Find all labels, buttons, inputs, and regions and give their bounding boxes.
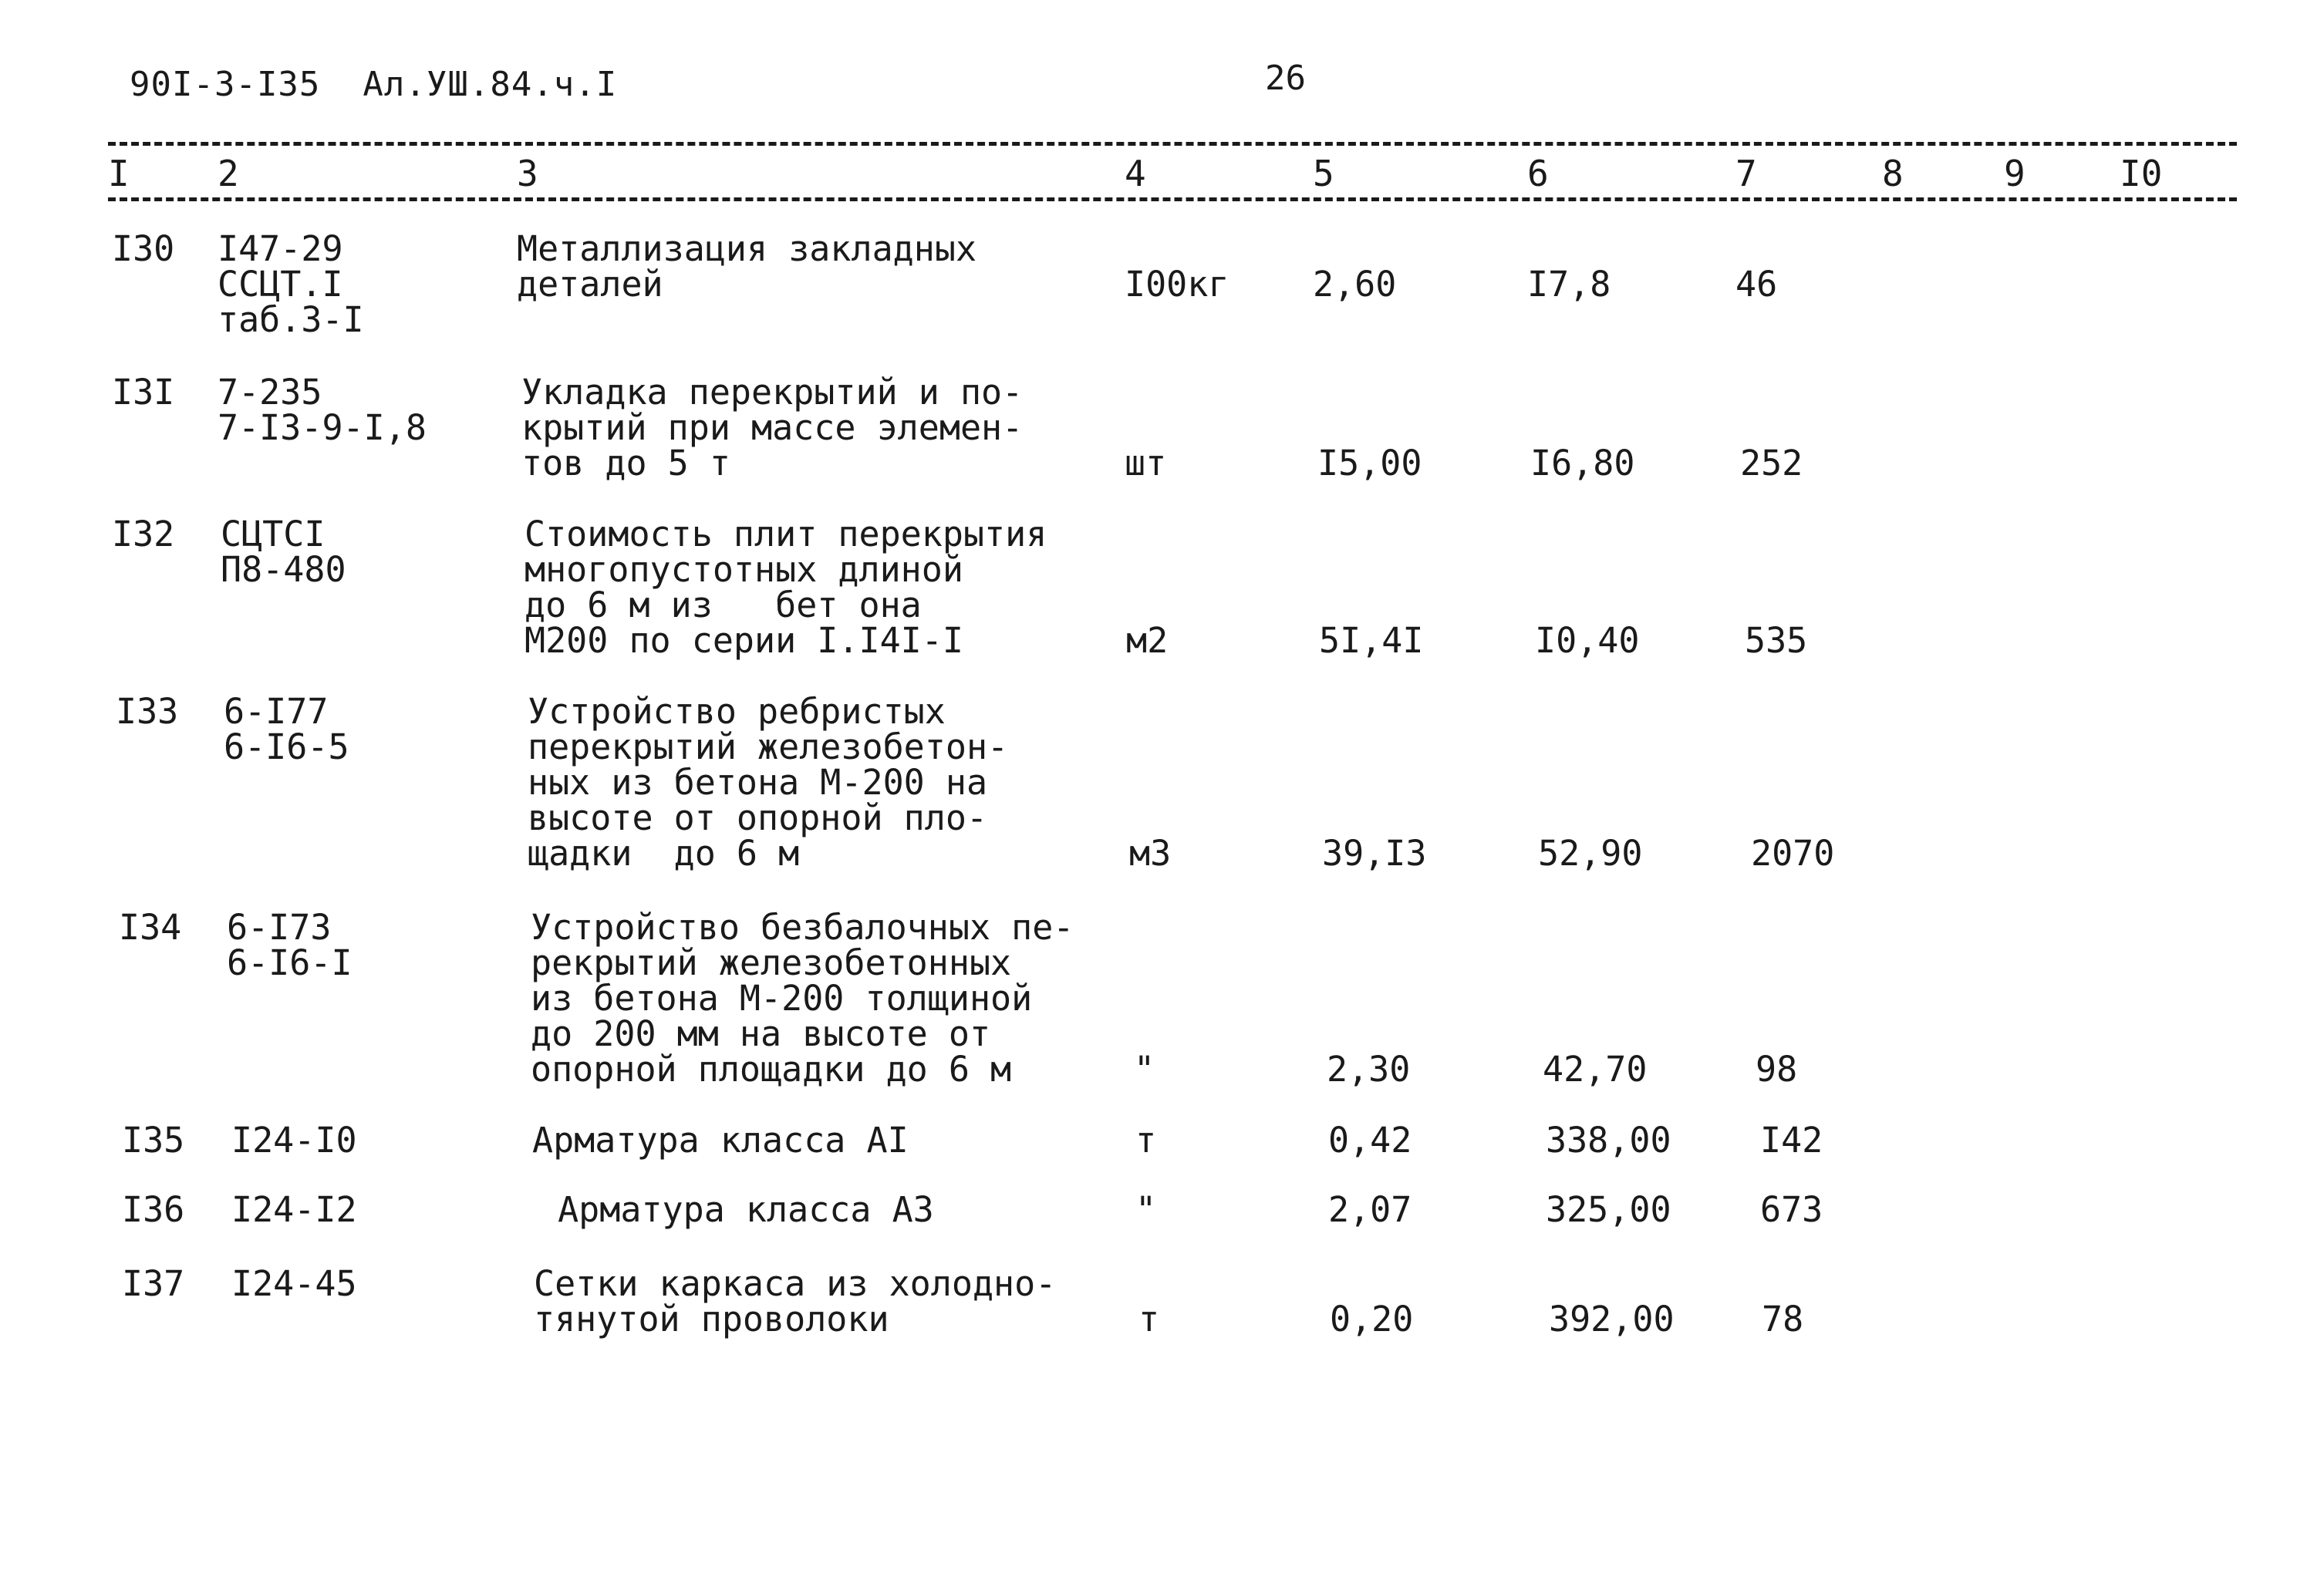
row-number: I37: [122, 1263, 185, 1304]
total-cost: 2070: [1751, 833, 1835, 874]
unit: т: [1135, 1120, 1157, 1161]
norm-code: 6-I73 6-I6-I: [227, 907, 352, 983]
norm-code: 7-235 7-I3-9-I,8: [218, 372, 427, 448]
unit-price: I6,80: [1530, 443, 1635, 484]
row-number: I32: [112, 514, 175, 554]
column-number-1: I: [108, 153, 130, 194]
row-number: I3I: [112, 372, 175, 413]
unit: т: [1138, 1299, 1160, 1340]
column-number-8: 8: [1882, 153, 1904, 194]
total-cost: 535: [1745, 620, 1808, 661]
quantity: 2,07: [1328, 1189, 1412, 1230]
unit-price: 392,00: [1549, 1299, 1675, 1340]
unit-price: I7,8: [1527, 264, 1611, 305]
unit: ": [1135, 1189, 1157, 1230]
row-number: I34: [119, 907, 182, 948]
quantity: 5I,4I: [1319, 620, 1424, 661]
column-number-10: I0: [2120, 153, 2163, 194]
total-cost: 252: [1740, 443, 1803, 484]
quantity: 0,20: [1330, 1299, 1414, 1340]
work-description: Укладка перекрытий и по- крытий при массе элемен- тов до 5 т: [521, 372, 1024, 484]
column-number-2: 2: [218, 153, 239, 194]
total-cost: I42: [1760, 1120, 1823, 1161]
top-dashed-rule: [108, 142, 2237, 146]
norm-code: I24-I2: [231, 1189, 357, 1230]
work-description: Арматура класса АI: [532, 1120, 909, 1161]
unit-price: I0,40: [1535, 620, 1640, 661]
unit: ": [1134, 1049, 1155, 1090]
unit-price: 52,90: [1538, 833, 1643, 874]
unit-price: 325,00: [1546, 1189, 1671, 1230]
norm-code: СЦТСI П8-480: [221, 514, 346, 590]
total-cost: 673: [1760, 1189, 1823, 1230]
column-number-5: 5: [1313, 153, 1334, 194]
document-code: 90I-3-I35 Ал.УШ.84.ч.I: [130, 65, 618, 104]
work-description: Устройство ребристых перекрытий железобетон- ных из бетона М-200 на высоте от опорной пло- щадки до 6 м: [528, 691, 1009, 874]
unit-price: 338,00: [1546, 1120, 1671, 1161]
unit: шт: [1125, 443, 1167, 484]
page-number: 26: [1265, 59, 1306, 98]
column-number-9: 9: [2004, 153, 2025, 194]
work-description: Арматура класса А3: [537, 1189, 934, 1230]
row-number: I30: [112, 228, 175, 269]
header-dashed-rule: [108, 197, 2237, 201]
norm-code: I47-29 ССЦТ.I таб.3-I: [218, 228, 364, 340]
work-description: Металлизация закладных деталей: [517, 228, 977, 305]
total-cost: 46: [1735, 264, 1778, 305]
quantity: 0,42: [1328, 1120, 1412, 1161]
row-number: I33: [116, 691, 179, 732]
column-number-7: 7: [1735, 153, 1757, 194]
quantity: I5,00: [1317, 443, 1422, 484]
unit: м3: [1129, 833, 1172, 874]
norm-code: 6-I77 6-I6-5: [224, 691, 349, 767]
row-number: I36: [122, 1189, 185, 1230]
work-description: Сетки каркаса из холодно- тянутой проволоки: [534, 1263, 1057, 1340]
norm-code: I24-45: [231, 1263, 357, 1304]
column-number-3: 3: [517, 153, 538, 194]
work-description: Устройство безбалочных пе- рекрытий железобетонных из бетона М-200 толщиной до 200 мм на высоте от опорной площадки до 6 м: [531, 907, 1074, 1090]
column-number-6: 6: [1527, 153, 1549, 194]
unit-price: 42,70: [1543, 1049, 1648, 1090]
unit: I00кг: [1125, 264, 1229, 305]
total-cost: 98: [1756, 1049, 1798, 1090]
quantity: 2,30: [1327, 1049, 1411, 1090]
column-number-4: 4: [1125, 153, 1146, 194]
row-number: I35: [122, 1120, 185, 1161]
quantity: 39,I3: [1322, 833, 1427, 874]
unit: м2: [1126, 620, 1169, 661]
total-cost: 78: [1762, 1299, 1804, 1340]
quantity: 2,60: [1313, 264, 1397, 305]
work-description: Стоимость плит перекрытия многопустотных длиной до 6 м из бет она М200 по серии I.I4I-I: [525, 514, 1047, 661]
norm-code: I24-I0: [231, 1120, 357, 1161]
